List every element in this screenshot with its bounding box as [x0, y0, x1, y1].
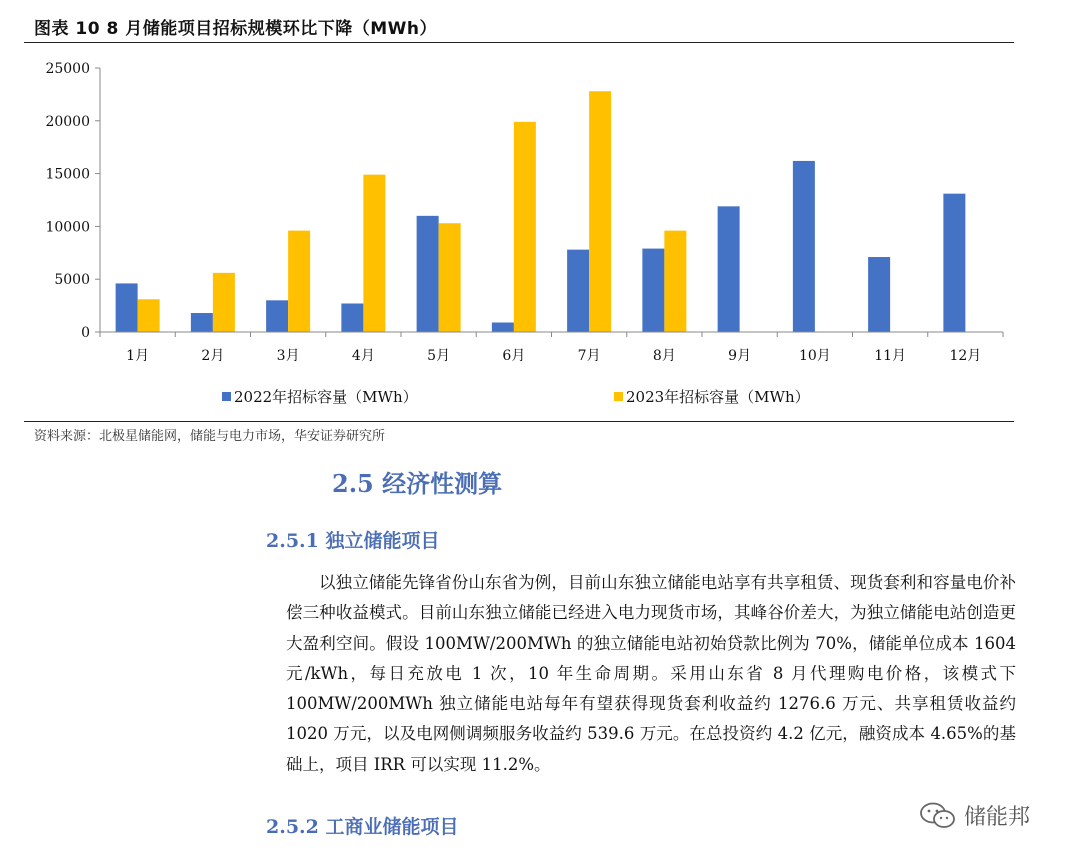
bar-2022-8: [642, 249, 664, 332]
x-tick-label: 4月: [351, 348, 375, 364]
bottom-rule: [24, 421, 1014, 422]
bar-2023-8: [664, 231, 686, 332]
bar-2022-5: [417, 216, 439, 332]
figure-title: 图表 10 8 月储能项目招标规模环比下降（MWh）: [34, 19, 438, 39]
legend-label: 2022年招标容量（MWh）: [234, 388, 418, 406]
bars: [116, 91, 966, 332]
bar-2023-4: [363, 175, 385, 332]
subsection-title-independent: 2.5.1 独立储能项目: [266, 530, 440, 552]
bar-2022-9: [718, 206, 740, 332]
legend: [222, 388, 810, 406]
watermark: [918, 800, 1030, 831]
bar-2022-12: [943, 194, 965, 332]
y-axis: [45, 61, 100, 341]
x-tick-label: 11月: [874, 348, 907, 364]
bar-2023-3: [288, 231, 310, 332]
x-tick-label: 9月: [728, 348, 752, 364]
bar-2023-7: [589, 91, 611, 332]
body-paragraph: 以独立储能先锋省份山东省为例，目前山东独立储能电站享有共享租赁、现货套利和容量电价补偿三种收益模式。目前山东独立储能已经进入电力现货市场，其峰谷价差大，为独立储能电站创造更大盈利空间。假设 100MW/200MWh 的独立储能电站初始贷款比例为 70%，储能单位成本 1604 元/kWh，每日充放电 1 次，10 年生命周期。采用山东省 8 月代理购电价格，该模式下 100MW/200MWh 独立储能电站每年有望获得现货套利收益约 1276.6 万元、共享租赁收益约 1020 万元，以及电网侧调频服务收益约 539.6 万元。在总投资约 4.2 亿元，融资成本 4.65%的基础上，项目 IRR 可以实现 11.2%。: [286, 573, 1016, 774]
bar-2022-10: [793, 161, 815, 332]
y-tick-label: 20000: [45, 113, 90, 130]
y-tick-label: 10000: [45, 219, 90, 236]
legend-swatch: [614, 392, 623, 401]
watermark-text: 储能邦: [964, 805, 1031, 830]
bar-2023-1: [138, 299, 160, 332]
x-tick-label: 6月: [502, 348, 526, 364]
x-tick-label: 12月: [949, 348, 982, 364]
bar-2023-2: [213, 273, 235, 332]
x-tick-label: 5月: [427, 348, 451, 364]
y-tick-label: 15000: [45, 166, 90, 183]
bar-2022-3: [266, 300, 288, 332]
top-rule: [24, 42, 1014, 43]
bar-2023-5: [439, 223, 461, 332]
bar-2022-7: [567, 250, 589, 332]
y-tick-label: 25000: [45, 61, 90, 77]
bar-2022-4: [341, 303, 363, 332]
x-tick-label: 2月: [201, 348, 225, 364]
subsection-title-commercial: 2.5.2 工商业储能项目: [266, 816, 459, 838]
x-tick-label: 10月: [798, 348, 831, 364]
bar-2022-11: [868, 257, 890, 332]
x-axis: [100, 332, 1003, 364]
bar-2022-2: [191, 313, 213, 332]
wechat-icon: [918, 801, 958, 831]
bar-chart: [0, 44, 1079, 422]
bar-2022-1: [116, 283, 138, 332]
bar-2022-6: [492, 322, 514, 332]
bar-2023-6: [514, 122, 536, 332]
legend-label: 2023年招标容量（MWh）: [626, 388, 810, 406]
figure-source: 资料来源：北极星储能网，储能与电力市场，华安证券研究所: [34, 429, 386, 444]
section-title: 2.5 经济性测算: [332, 469, 503, 498]
x-tick-label: 3月: [276, 348, 300, 364]
x-tick-label: 1月: [126, 348, 150, 364]
y-tick-label: 0: [81, 325, 90, 341]
x-tick-label: 8月: [652, 348, 676, 364]
y-tick-label: 5000: [54, 272, 90, 289]
legend-swatch: [222, 392, 231, 401]
x-tick-label: 7月: [577, 348, 601, 364]
